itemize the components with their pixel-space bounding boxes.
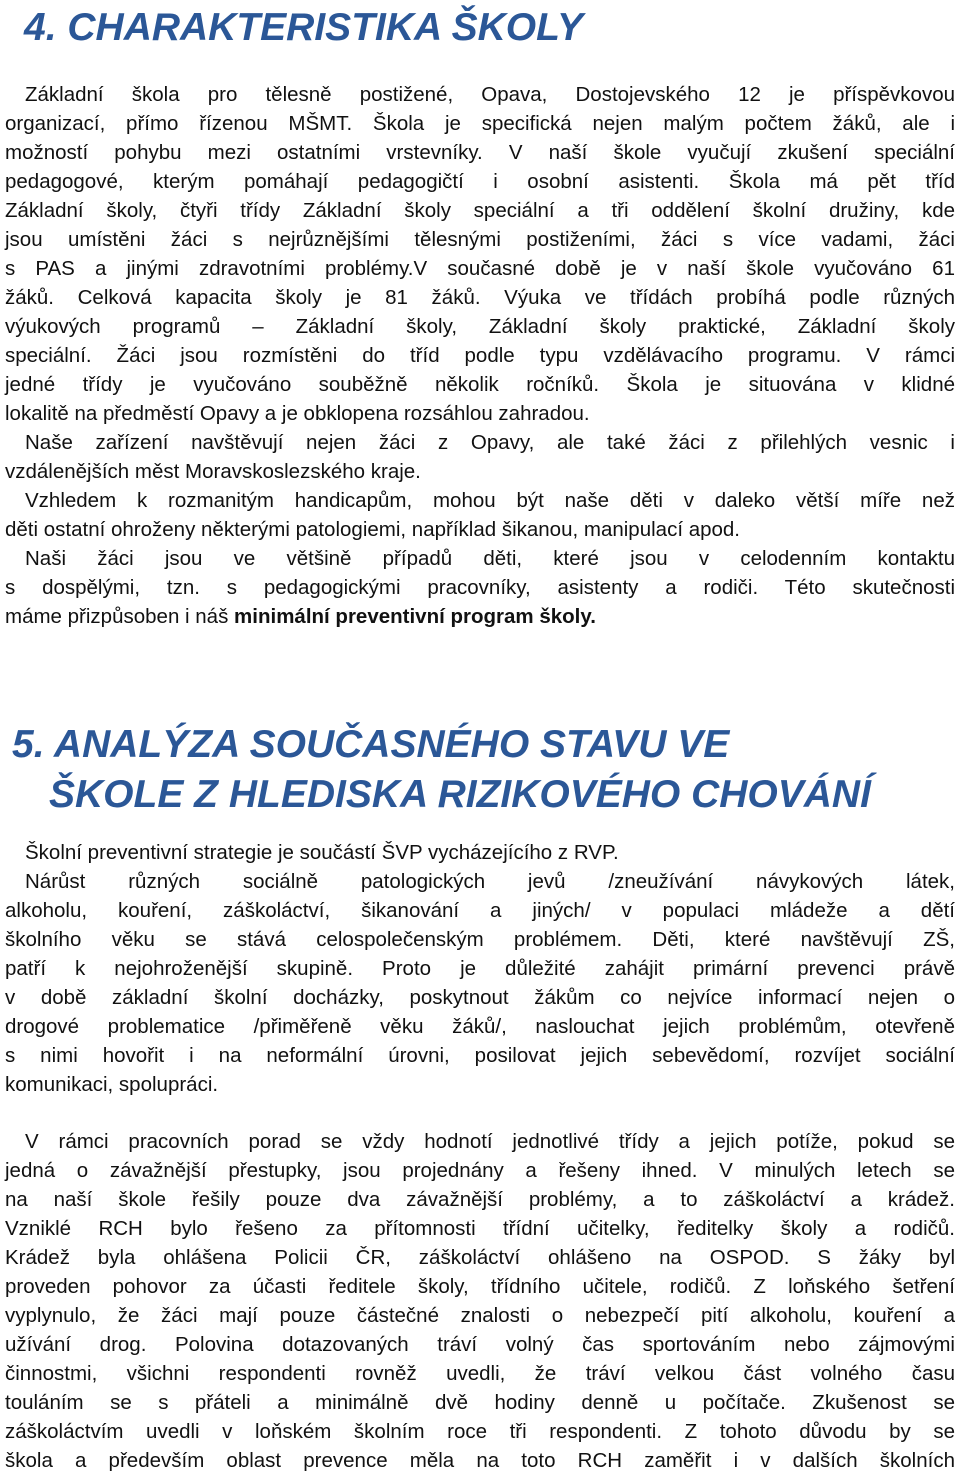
section-5-heading-line-1: 5. ANALÝZA SOUČASNÉHO STAVU VE: [12, 723, 730, 766]
text-line: Základní školy, čtyři třídy Základní školy speciální a tři oddělení školní družiny, kde: [5, 199, 955, 222]
text-line: komunikaci, spolupráci.: [5, 1073, 219, 1096]
text-line: s PAS a jinými zdravotními problémy.V současné době je v naší škole vyučováno 61: [5, 257, 955, 280]
text-line: Nárůst různých sociálně patologických jevů /zneužívání návykových látek,: [25, 870, 955, 893]
text-line: jsou umístěni žáci s nejrůznějšími tělesnými postiženími, žáci s více vadami, žáci: [5, 228, 955, 251]
section-5-heading: [12, 720, 871, 820]
section-5-body-2: [5, 1127, 955, 1475]
text-line: organizací, přímo řízenou MŠMT. Škola je specifická nejen malým počtem žáků, ale i: [5, 112, 955, 135]
text-line: žáků. Celková kapacita školy je 81 žáků. Výuka ve třídách probíhá podle různých: [5, 286, 955, 309]
text-line: děti ostatní ohroženy některými patologiemi, například šikanou, manipulací apod.: [5, 518, 741, 541]
text-line: užívání drog. Polovina dotazovaných tráví volný čas sportováním nebo zájmovými: [5, 1333, 955, 1356]
text-line-start: máme přizpůsoben i náš: [5, 605, 235, 628]
text-line: lokalitě na předměstí Opavy a je obklopena rozsáhlou zahradou.: [5, 402, 590, 425]
text-line: s dospělými, tzn. s pedagogickými pracovníky, asistenty a rodiči. Této skutečnosti: [5, 576, 955, 599]
text-line: výukových programů – Základní školy, Základní školy praktické, Základní školy: [5, 315, 955, 338]
text-line: Školní preventivní strategie je součástí ŠVP vycházejícího z RVP.: [25, 841, 619, 864]
text-line: vyplynulo, že žáci mají pouze částečné znalosti o nebezpečí pití alkoholu, kouření a: [5, 1304, 955, 1327]
text-line: činnostmi, všichni respondenti rovněž uvedli, že tráví velkou část volného času: [5, 1362, 955, 1385]
text-line: Vzhledem k rozmanitým handicapům, mohou být naše děti v daleko větší míře než: [25, 489, 955, 512]
text-line: škola a především oblast prevence měla na toto RCH zaměřit i v dalších školních: [5, 1449, 955, 1472]
section-5-body: [5, 838, 955, 1099]
text-line: touláním se s přáteli a minimálně dvě hodiny denně u počítače. Zkušenost se: [5, 1391, 955, 1414]
program-title-bold: minimální preventivní program školy.: [234, 605, 596, 628]
text-line: V rámci pracovních porad se vždy hodnotí jednotlivé třídy a jejich potíže, pokud se: [25, 1130, 955, 1153]
text-line: školního věku se stává celospolečenským problémem. Děti, které navštěvují ZŠ,: [5, 928, 955, 951]
text-line: Naši žáci jsou ve většině případů děti, které jsou v celodenním kontaktu: [25, 547, 955, 570]
text-line: patří k nejohroženější skupině. Proto je důležité zahájit primární prevenci právě: [5, 957, 955, 980]
text-line: v době základní školní docházky, poskytnout žákům co nejvíce informací nejen o: [5, 986, 955, 1009]
section-4-heading: 4. CHARAKTERISTIKA ŠKOLY: [24, 6, 584, 49]
text-line: Krádež byla ohlášena Policii ČR, záškoláctví ohlášeno na OSPOD. S žáky byl: [5, 1246, 955, 1269]
section-5-heading-line-2: ŠKOLE Z HLEDISKA RIZIKOVÉHO CHOVÁNÍ: [49, 773, 871, 816]
text-line: speciální. Žáci jsou rozmístěni do tříd podle typu vzdělávacího programu. V rámci: [5, 344, 955, 367]
text-line: vzdálenějších měst Moravskoslezského kraje.: [5, 460, 421, 483]
text-line: proveden pohovor za účasti ředitele školy, třídního učitele, rodičů. Z loňského šetření: [5, 1275, 955, 1298]
text-line-final: [5, 602, 955, 631]
text-line: s nimi hovořit i na neformální úrovni, posilovat jejich sebevědomí, rozvíjet sociální: [5, 1044, 955, 1067]
text-line: drogové problematice /přiměřeně věku žáků/, naslouchat jejich problémům, otevřeně: [5, 1015, 955, 1038]
text-line: pedagogové, kterým pomáhají pedagogičtí i osobní asistenti. Škola má pět tříd: [5, 170, 955, 193]
text-line: Základní škola pro tělesně postižené, Opava, Dostojevského 12 je příspěvkovou: [25, 83, 955, 106]
text-line: Vzniklé RCH bylo řešeno za přítomnosti třídní učitelky, ředitelky školy a rodičů.: [5, 1217, 955, 1240]
text-line: záškoláctvím uvedli v loňském školním roce tři respondenti. Z tohoto důvodu by se: [5, 1420, 955, 1443]
text-line: alkoholu, kouření, záškoláctví, šikanování a jiných/ v populaci mládeže a dětí: [5, 899, 955, 922]
text-line: jedné třídy je vyučováno souběžně několik ročníků. Škola je situována v klidné: [5, 373, 955, 396]
section-4-body: [5, 80, 955, 631]
text-line: Naše zařízení navštěvují nejen žáci z Opavy, ale také žáci z přilehlých vesnic i: [25, 431, 955, 454]
text-line: jedná o závažnější přestupky, jsou projednány a řešeny ihned. V minulých letech se: [5, 1159, 955, 1182]
text-line: na naší škole řešily pouze dva závažnější problémy, a to záškoláctví a krádež.: [5, 1188, 955, 1211]
text-line: možností pohybu mezi ostatními vrstevníky. V naší škole vyučují zkušení speciální: [5, 141, 955, 164]
